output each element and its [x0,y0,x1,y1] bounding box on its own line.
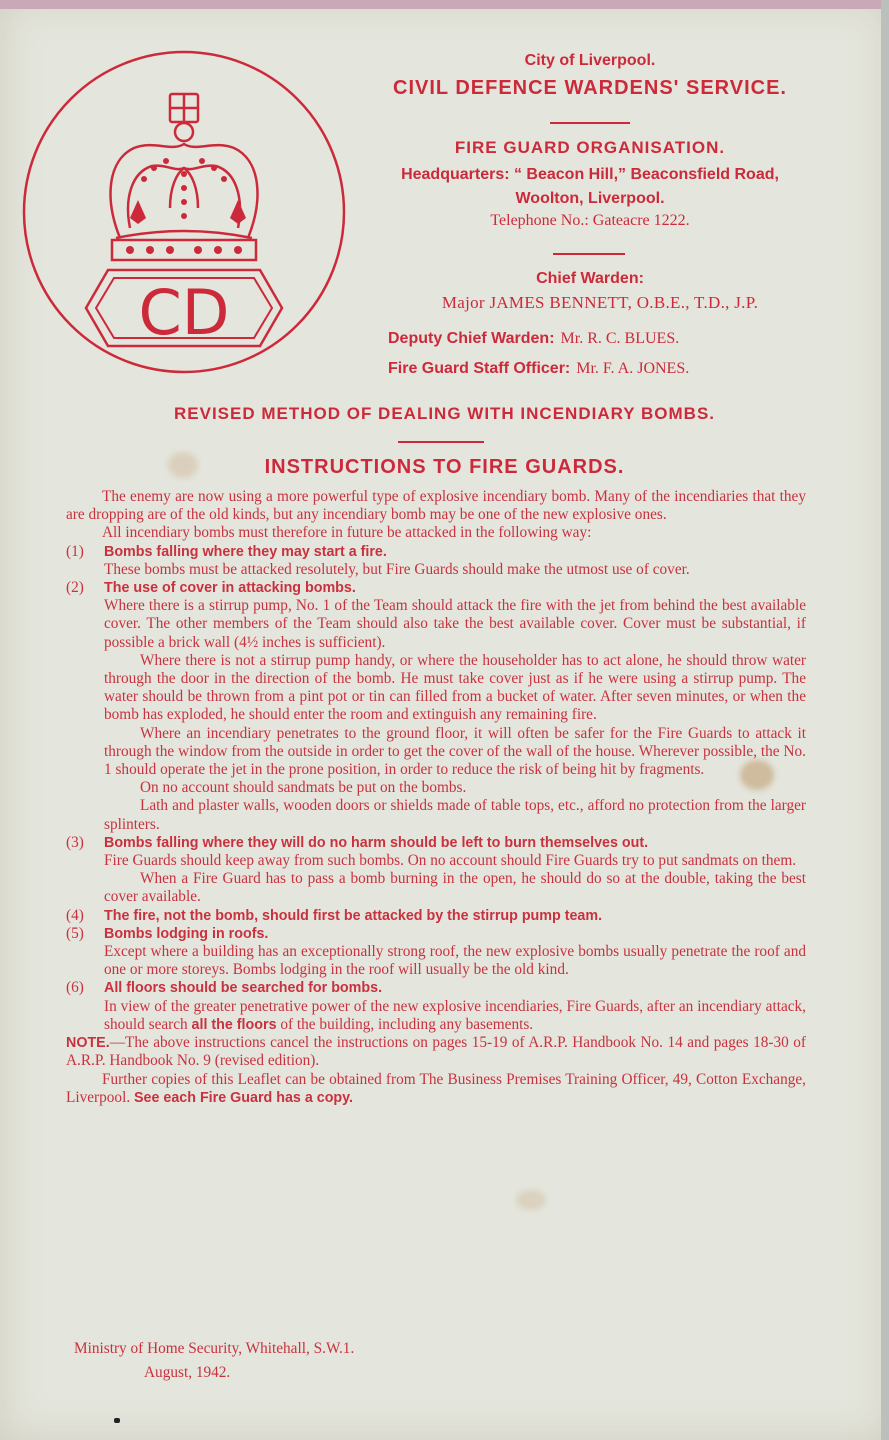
item-title: All floors should be searched for bombs. [104,980,383,997]
item-heading [66,907,806,925]
item-paragraph: Where there is not a stirrup pump handy, or where the householder has to act alone, he should throw water through the door in the direction of the bomb. He must take cover just as if he were using a stirrup pump. The water should be thrown from a pint pot or tin can filled from a bucket of water. After seven minutes, or when the bomb has exploded, he should enter the room and extinguish any remaining fire. [104,651,806,724]
text-run: Further copies of this Leaflet can be obtained from The Business Premises Training Officer, 49, Cotton Exchange, Liverpool. [66,1070,806,1106]
item-title: Bombs falling where they may start a fire. [104,543,387,560]
header-telephone: Telephone No.: Gateacre 1222. [490,212,690,229]
item-heading [66,543,806,561]
note-paragraph [66,1071,806,1107]
item-paragraph: Fire Guards should keep away from such bombs. On no account should Fire Guards try to put sandmats on them. [104,852,797,870]
item-paragraph: Where there is a stirrup pump, No. 1 of the Team should attack the fire with the jet from behind the best available cover. The other members of the Team should also take the best available cover. Cover must be substantial, if possible a brick wall (4½ inches is sufficient). [104,597,806,651]
header-service: CIVIL DEFENCE WARDENS' SERVICE. [393,77,787,99]
item-title: Bombs lodging in roofs. [104,925,269,942]
item-number: (2) [66,579,84,597]
item-heading [66,979,806,997]
instructions-title: INSTRUCTIONS TO FIRE GUARDS. [264,456,625,478]
emphasis-text: all the floors [191,1016,277,1033]
hq-line-1: Headquarters: “ Beacon Hill,” Beaconsfield Road, [401,166,779,183]
item-paragraph: On no account should sandmats be put on the bombs. [140,779,467,797]
cd-crown-emblem [20,48,348,376]
item-paragraph: When a Fire Guard has to pass a bomb burning in the open, he should do so at the double, taking the best cover available. [104,870,806,906]
intro-paragraph: All incendiary bombs must therefore in future be attacked in the following way: [102,524,592,542]
staff-officer-label: Fire Guard Staff Officer: [388,360,571,377]
item-heading [66,834,806,852]
item-title: The use of cover in attacking bombs. [104,580,356,597]
deputy-label: Deputy Chief Warden: [388,330,555,347]
header-headquarters [340,163,840,211]
item-paragraph: Where an incendiary penetrates to the ground floor, it will often be safer for the Fire Guards to attack it through the window from the outside in order to get the cover of the wall of the house. Wherever possible, the No. 1 should operate the jet in the prone position, in order to reduce the risk of being hit by fragments. [104,724,806,779]
text-run: In view of the greater penetrative power of the new explosive incendiaries, Fire Guards, after an incendiary attack, should search [104,997,806,1033]
note-label: NOTE. [66,1035,110,1052]
top-edge [0,0,889,9]
item-paragraph: These bombs must be attacked resolutely, but Fire Guards should make the utmost use of cover. [104,560,690,578]
item-paragraph: Except where a building has an exceptionally strong roof, the new explosive bombs usually penetrate the roof and one or more storeys. Bombs lodging in the roof will usually be the old kind. [104,943,806,979]
header-organisation: FIRE GUARD ORGANISATION. [454,138,726,157]
ministry-line: Ministry of Home Security, Whitehall, S.W.1. [74,1340,355,1357]
item-title: The fire, not the bomb, should first be attacked by the stirrup pump team. [104,907,603,924]
chief-warden-label: Chief Warden: [536,270,644,287]
item-number: (1) [66,542,84,560]
right-edge [881,0,889,1440]
revised-method-title: REVISED METHOD OF DEALING WITH INCENDIARY BOMBS. [173,404,716,423]
staff-officer-name: Mr. F. A. JONES. [576,360,690,377]
intro-paragraph: The enemy are now using a more powerful type of explosive incendiary bomb. Many of the incendiaries that they are dropping are of the old kinds, but any incendiary bomb may be one of the new explosive ones. [66,488,806,524]
chief-warden-name: Major JAMES BENNETT, O.B.E., T.D., J.P. [441,293,759,312]
item-number: (5) [66,924,84,942]
instructions-body [66,488,806,1107]
item-paragraph: Lath and plaster walls, wooden doors or shields made of table tops, etc., afford no protection from the larger splinters. [104,797,806,833]
text-run: of the building, including any basements. [276,1015,534,1033]
item-number: (4) [66,906,84,924]
note-paragraph [66,1034,806,1070]
ink-mark [114,1418,120,1423]
header-city: City of Liverpool. [524,52,656,69]
deputy-name: Mr. R. C. BLUES. [560,330,680,347]
item-number: (3) [66,833,84,851]
note-text: —The above instructions cancel the instructions on pages 15-19 of A.R.P. Handbook No. 14 and pages 18-30 of A.R.P. Handbook No. 9 (revised edition). [66,1034,806,1070]
item-number: (6) [66,979,84,997]
emphasis-text: See each Fire Guard has a copy. [133,1089,354,1106]
hq-line-2: Woolton, Liverpool. [515,190,665,207]
item-title: Bombs falling where they will do no harm should be left to burn themselves out. [104,834,649,851]
header-divider [550,122,630,124]
emblem-letters: CD [138,276,230,349]
item-heading [66,925,806,943]
fire-guard-staff-officer [388,360,689,378]
date-line: August, 1942. [144,1364,231,1381]
item-heading [66,579,806,597]
title-divider [398,441,484,443]
item-paragraph [66,998,806,1034]
header-divider [553,253,625,255]
stain [516,1190,546,1210]
deputy-chief-warden [388,330,679,348]
